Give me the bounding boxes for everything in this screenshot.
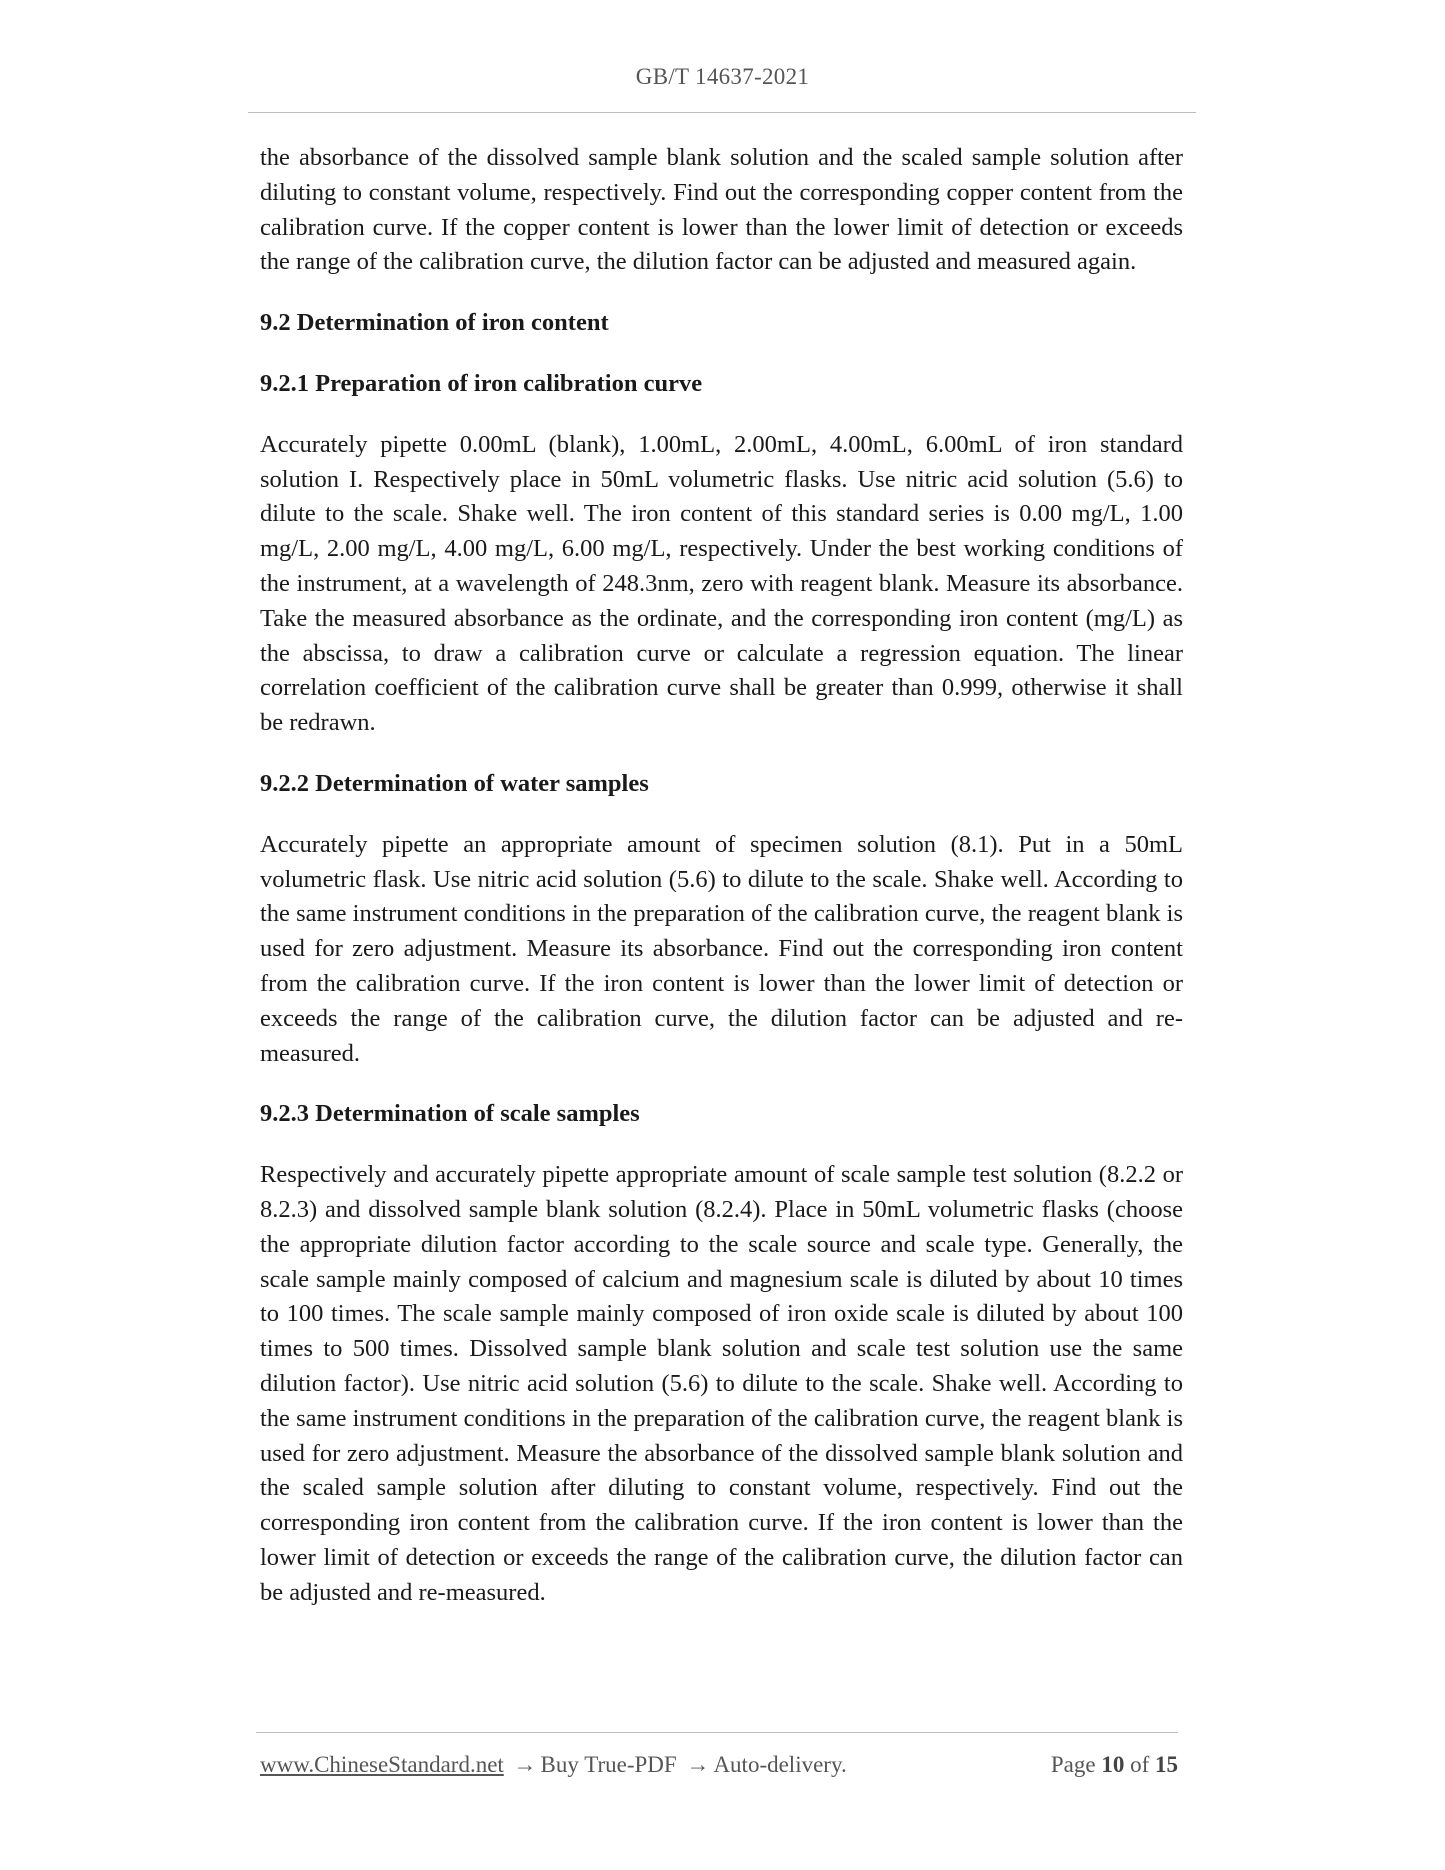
- of-label: of: [1130, 1752, 1150, 1777]
- site-link[interactable]: www.ChineseStandard.net: [260, 1752, 504, 1777]
- buy-text: Buy True-PDF: [540, 1752, 677, 1777]
- section-heading-9-2-2: 9.2.2 Determination of water samples: [260, 769, 649, 797]
- page-header: [0, 64, 1445, 90]
- footer-divider: [256, 1732, 1178, 1733]
- page-label: Page: [1050, 1752, 1096, 1777]
- page-total: 15: [1155, 1752, 1178, 1777]
- footer-promo: [260, 1752, 847, 1778]
- section-text-9-2-1: Accurately pipette 0.00mL (blank), 1.00mL, 2.00mL, 4.00mL, 6.00mL of iron standard solution I. Respectively place in 50mL volumetric flasks. Use nitric acid solution (5.6) to dilute to the scale. Shake well. The iron content of this standard series is 0.00 mg/L, 1.00 mg/L, 2.00 mg/L, 4.00 mg/L, 6.00 mg/L, respectively. Under the best working conditions of the instrument, at a wavelength of 248.3nm, zero with reagent blank. Measure its absorbance. Take the measured absorbance as the ordinate, and the corresponding iron content (mg/L) as the abscissa, to draw a calibration curve or calculate a regression equation. The linear correlation coefficient of the calibration curve shall be greater than 0.999, otherwise it shall be redrawn.: [260, 430, 1183, 737]
- spacer: [260, 341, 1183, 367]
- section-text-9-2-3: Respectively and accurately pipette appropriate amount of scale sample test solution (8.2.2 or 8.2.3) and dissolved sample blank solution (8.2.4). Place in 50mL volumetric flasks (choose the appropriate dilution factor according to the scale source and scale type. Generally, the scale sample mainly composed of calcium and magnesium scale is diluted by about 10 times to 100 times. The scale sample mainly composed of iron oxide scale is diluted by about 100 times to 500 times. Dissolved sample blank solution and scale test solution use the same dilution factor). Use nitric acid solution (5.6) to dilute to the scale. Shake well. According to the same instrument conditions in the preparation of the calibration curve, the reagent blank is used for zero adjustment. Measure the absorbance of the dissolved sample blank solution and the scaled sample solution after diluting to constant volume, respectively. Find out the corresponding iron content from the calibration curve. If the iron content is lower than the lower limit of detection or exceeds the range of the calibration curve, the dilution factor can be adjusted and re-measured.: [260, 1161, 1183, 1606]
- spacer: [260, 802, 1183, 828]
- page-indicator: [1051, 1752, 1178, 1778]
- section-heading-9-2-3: 9.2.3 Determination of scale samples: [260, 1100, 640, 1128]
- intro-paragraph: the absorbance of the dissolved sample blank solution and the scaled sample solution after diluting to constant volume, respectively. Find out the corresponding copper content from the calibration curve. If the copper content is lower than the lower limit of detection or exceeds the range of the calibration curve, the dilution factor can be adjusted and measured again.: [260, 144, 1183, 276]
- section-heading-9-2-1: 9.2.1 Preparation of iron calibration curve: [260, 369, 703, 397]
- section-text-9-2-2: Accurately pipette an appropriate amount of specimen solution (8.1). Put in a 50mL volumetric flask. Use nitric acid solution (5.6) to dilute to the scale. Shake well. According to the same instrument conditions in the preparation of the calibration curve, the reagent blank is used for zero adjustment. Measure its absorbance. Find out the corresponding iron content from the calibration curve. If the iron content is lower than the lower limit of detection or exceeds the range of the calibration curve, the dilution factor can be adjusted and re-measured.: [260, 830, 1183, 1067]
- section-heading-9-2: 9.2 Determination of iron content: [260, 309, 609, 337]
- delivery-text: Auto-delivery.: [713, 1752, 847, 1777]
- spacer: [260, 280, 1183, 306]
- document-code: GB/T 14637-2021: [635, 64, 810, 89]
- page-body: [260, 141, 1183, 1610]
- spacer: [260, 402, 1183, 428]
- spacer: [260, 1132, 1183, 1158]
- header-divider: [248, 112, 1196, 113]
- spacer: [260, 1071, 1183, 1097]
- page-number: 10: [1101, 1752, 1125, 1777]
- spacer: [260, 741, 1183, 767]
- arrow-right-icon: →: [686, 1752, 710, 1777]
- arrow-right-icon: →: [513, 1752, 537, 1777]
